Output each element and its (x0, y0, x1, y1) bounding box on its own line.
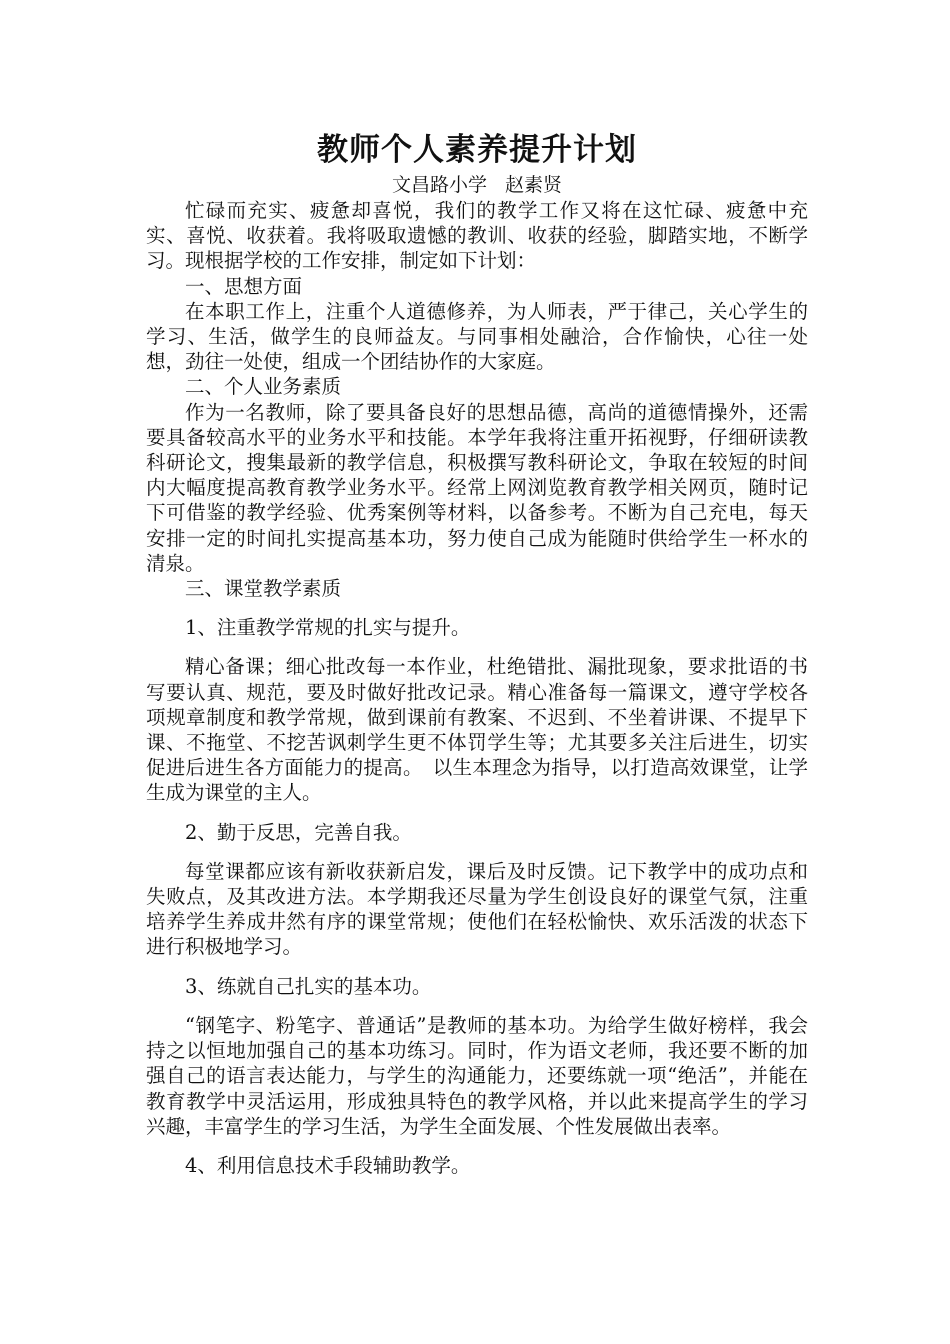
item-heading-basic-skills: 3、练就自己扎实的基本功。 (185, 974, 432, 998)
item-body-basic-skills: “钢笔字、粉笔字、普通话”是教师的基本功。为给学生做好榜样，我会持之以恒地加强自己的基本功练习。同时，作为语文老师，我还要不断的加强自己的语言表达能力，与学生的沟通能力，还要练就一项“绝活”，并能在教育教学中灵活运用，形成独具特色的教学风格，并以此来提高学生的学习兴趣，丰富学生的学习生活，为学生全面发展、个性发展做出表率。 (146, 1013, 808, 1138)
section-heading-professional: 二、个人业务素质 (185, 375, 342, 399)
section-body-professional: 作为一名教师，除了要具备良好的思想品德，高尚的道德情操外，还需要具备较高水平的业务水平和技能。本学年我将注重开拓视野，仔细研读教科研论文，搜集最新的教学信息，积极撰写教科研论文，争取在较短的时间内大幅度提高教育教学业务水平。经常上网浏览教育教学相关网页，随时记下可借鉴的教学经验、优秀案例等材料，以备参考。不断为自己充电，每天安排一定的时间扎实提高基本功，努力使自己成为能随时供给学生一杯水的清泉。 (146, 400, 808, 575)
section-heading-classroom: 三、课堂教学素质 (185, 577, 342, 601)
item-body-reflection: 每堂课都应该有新收获新启发，课后及时反馈。记下教学中的成功点和失败点，及其改进方法。本学期我还尽量为学生创设良好的课堂气氛，注重培养学生养成井然有序的课堂常规；使他们在轻松愉快、欢乐活泼的状态下进行积极地学习。 (146, 859, 808, 959)
section-body-thought: 在本职工作上，注重个人道德修养，为人师表，严于律己，关心学生的学习、生活，做学生的良师益友。与同事相处融洽，合作愉快，心往一处想，劲往一处使，组成一个团结协作的大家庭。 (146, 299, 808, 374)
document-title: 教师个人素养提升计划 (317, 132, 637, 168)
intro-paragraph: 忙碌而充实、疲惫却喜悦，我们的教学工作又将在这忙碌、疲惫中充实、喜悦、收获着。我将吸取遗憾的教训、收获的经验，脚踏实地，不断学习。现根据学校的工作安排，制定如下计划： (146, 199, 808, 273)
item-heading-reflection: 2、勤于反思，完善自我。 (185, 820, 412, 844)
item-heading-routine: 1、注重教学常规的扎实与提升。 (185, 616, 471, 640)
section-heading-thought: 一、思想方面 (185, 274, 303, 298)
item-body-routine: 精心备课；细心批改每一本作业，杜绝错批、漏批现象，要求批语的书写要认真、规范，要及时做好批改记录。精心准备每一篇课文，遵守学校各项规章制度和教学常规，做到课前有教案、不迟到、不坐着讲课、不提早下课、不拖堂、不挖苦讽刺学生更不体罚学生等；尤其要多关注后进生，切实促进后进生各方面能力的提高。 以生本理念为指导，以打造高效课堂，让学生成为课堂的主人。 (146, 655, 808, 805)
document-author: 文昌路小学 赵素贤 (391, 174, 563, 196)
document-page (146, 128, 808, 1192)
item-heading-it: 4、利用信息技术手段辅助教学。 (185, 1153, 471, 1177)
